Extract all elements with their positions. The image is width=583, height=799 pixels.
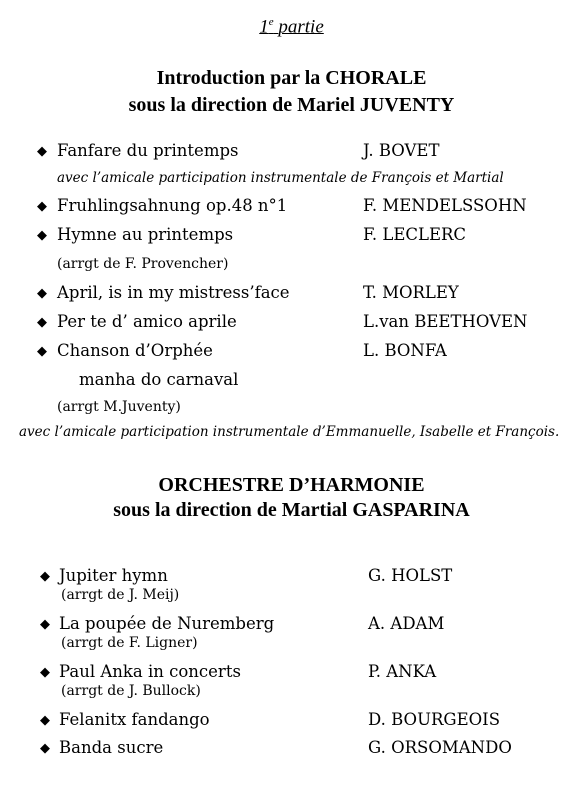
program-item-composer: L.van BEETHOVEN	[363, 312, 528, 331]
program-item-title: Jupiter hymn	[59, 566, 168, 585]
bullet-icon: ◆	[40, 617, 50, 632]
program-item-composer: G. HOLST	[368, 566, 453, 585]
program-item-composer: D. BOURGEOIS	[368, 710, 500, 729]
orchestre-heading-line1: ORCHESTRE D’HARMONIE	[158, 474, 425, 496]
program-item-composer: A. ADAM	[368, 614, 445, 633]
program-item-arrangement: (arrgt de F. Provencher)	[57, 256, 229, 272]
participation-note: avec l’amicale participation instrumentale de François et Martial	[57, 170, 504, 186]
program-item-composer: T. MORLEY	[363, 283, 459, 302]
chorale-heading-line1: Introduction par la CHORALE	[156, 67, 427, 89]
chorale-heading-line2: sous la direction de Mariel JUVENTY	[128, 94, 455, 116]
program-item-title: Per te d’ amico aprile	[57, 312, 237, 331]
part-number: 1	[259, 16, 269, 38]
program-item-arrangement: (arrgt de J. Bullock)	[61, 683, 201, 699]
program-item-arrangement: (arrgt de J. Meij)	[61, 587, 180, 603]
program-item-composer: J. BOVET	[363, 141, 440, 160]
closing-participation-note: avec l’amicale participation instrumentale d’Emmanuelle, Isabelle et François.	[19, 424, 560, 440]
program-item-arrangement: (arrgt de F. Ligner)	[61, 635, 198, 651]
program-item-composer: P. ANKA	[368, 662, 437, 681]
bullet-icon: ◆	[37, 228, 47, 243]
bullet-icon: ◆	[40, 741, 50, 756]
program-item-composer: F. LECLERC	[363, 225, 467, 244]
program-item-title: Fruhlingsahnung op.48 n°1	[57, 196, 288, 215]
program-item-title: Paul Anka in concerts	[59, 662, 241, 681]
program-item-composer: G. ORSOMANDO	[368, 738, 512, 757]
bullet-icon: ◆	[37, 286, 47, 301]
program-item-title: Chanson d’Orphée	[57, 341, 213, 360]
part-number-suffix: e	[268, 16, 274, 28]
program-item-title: Banda sucre	[59, 738, 164, 757]
program-item-arrangement: (arrgt M.Juventy)	[57, 399, 181, 415]
orchestre-heading-line2: sous la direction de Martial GASPARINA	[113, 499, 470, 521]
program-item-composer: L. BONFA	[363, 341, 447, 360]
program-item-title: April, is in my mistress’face	[57, 283, 290, 302]
bullet-icon: ◆	[37, 315, 47, 330]
bullet-icon: ◆	[40, 665, 50, 680]
part-heading	[0, 16, 583, 38]
bullet-icon: ◆	[40, 713, 50, 728]
program-item-subtitle: manha do carnaval	[79, 370, 239, 389]
program-item-title: La poupée de Nuremberg	[59, 614, 275, 633]
bullet-icon: ◆	[37, 199, 47, 214]
bullet-icon: ◆	[37, 144, 47, 159]
program-item-composer: F. MENDELSSOHN	[363, 196, 527, 215]
program-item-title: Fanfare du printemps	[57, 141, 239, 160]
part-label: partie	[278, 16, 324, 38]
bullet-icon: ◆	[40, 569, 50, 584]
program-item-title: Felanitx fandango	[59, 710, 210, 729]
program-item-title: Hymne au printemps	[57, 225, 234, 244]
bullet-icon: ◆	[37, 344, 47, 359]
